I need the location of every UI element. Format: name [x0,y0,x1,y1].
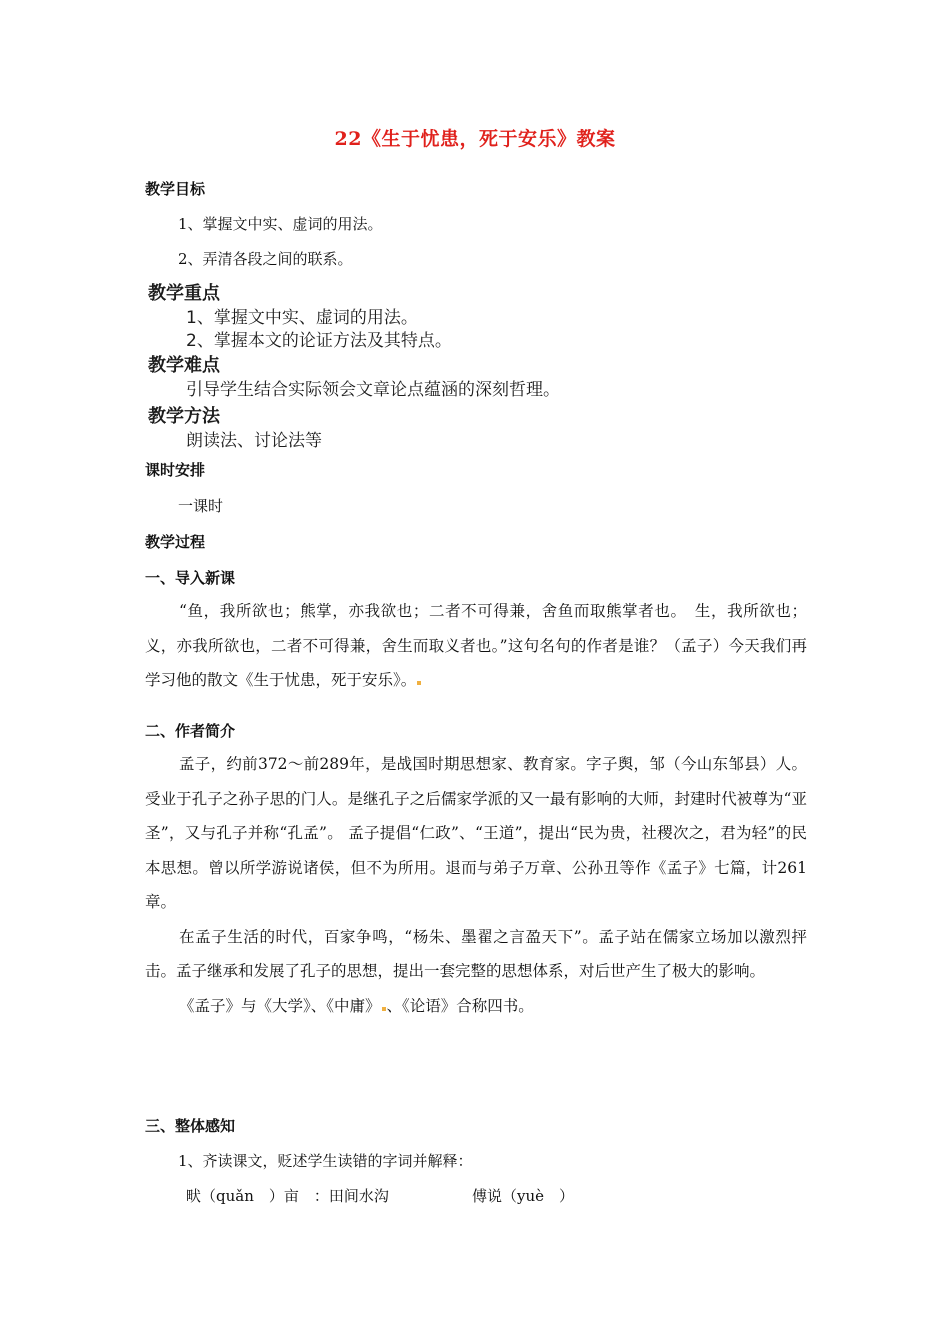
key-point-item-1: 1、掌握文中实、虚词的用法。 [186,308,418,328]
author-paragraph-2: 在孟子生活的时代，百家争鸣，“杨朱、墨翟之言盈天下”。孟子站在儒家立场加以激烈抨击。孟子继承和发展了孔子的思想，提出一套完整的思想体系，对后世产生了极大的影响。 [145,927,807,980]
objective-item-1: 1、掌握文中实、虚词的用法。 [178,215,383,233]
difficulty-heading: 教学难点 [148,355,220,376]
section-2-heading: 二、作者简介 [145,722,236,740]
objectives-heading: 教学目标 [145,180,206,198]
section-3-heading: 三、整体感知 [145,1117,236,1135]
vocab-entry-2: 傅说（yuè ） [472,1187,575,1205]
marker-dot [382,1007,386,1011]
author-paragraph-1: 孟子，约前372～前289年，是战国时期思想家、教育家。字子舆，邹（今山东邹县）人。受业于孔子之孙子思的门人。是继孔子之后儒家学派的又一最有影响的大师，封建时代被尊为“亚圣”，又与孔子并称“孔孟”。 孟子提倡“仁政”、“王道”，提出“民为贵，社稷次之，君为轻”的民本思想。曾以所学游说诸侯，但不为所用。退而与弟子万章、公孙丑等作《孟子》七篇，计261章。 [145,755,807,911]
section-1-paragraph: “鱼，我所欲也；熊掌，亦我欲也；二者不可得兼，舍鱼而取熊掌者也。 生，我所欲也；义，亦我所欲也，二者不可得兼，舍生而取义者也。”这句名句的作者是谁？（孟子）今天我们再学习他的散文《生于忧患，死于安乐》。 [145,602,807,689]
method-text: 朗读法、讨论法等 [186,431,322,451]
objective-item-2: 2、弄清各段之间的联系。 [178,250,353,268]
marker-dot [417,681,421,685]
document-title: 22《生于忧患，死于安乐》教案 [334,128,616,150]
section-3-item-1: 1、齐读课文，贬述学生读错的字词并解释： [178,1152,473,1170]
difficulty-text: 引导学生结合实际领会文章论点蕴涵的深刻哲理。 [186,380,560,400]
pasted-image-block [148,281,560,453]
schedule-heading: 课时安排 [145,461,206,479]
key-points-heading: 教学重点 [148,283,220,304]
vocab-entry-1: 畎（quǎn ）亩 ：田间水沟 [186,1187,389,1205]
author-paragraph-3: 《孟子》与《大学》、《中庸》 、《论语》合称四书。 [179,996,534,1015]
key-point-item-2: 2、掌握本文的论证方法及其特点。 [186,331,452,351]
section-2-body [145,747,807,1023]
method-heading: 教学方法 [148,406,220,427]
section-1-heading: 一、导入新课 [145,569,236,587]
schedule-text: 一课时 [178,497,224,515]
process-heading: 教学过程 [145,533,206,551]
